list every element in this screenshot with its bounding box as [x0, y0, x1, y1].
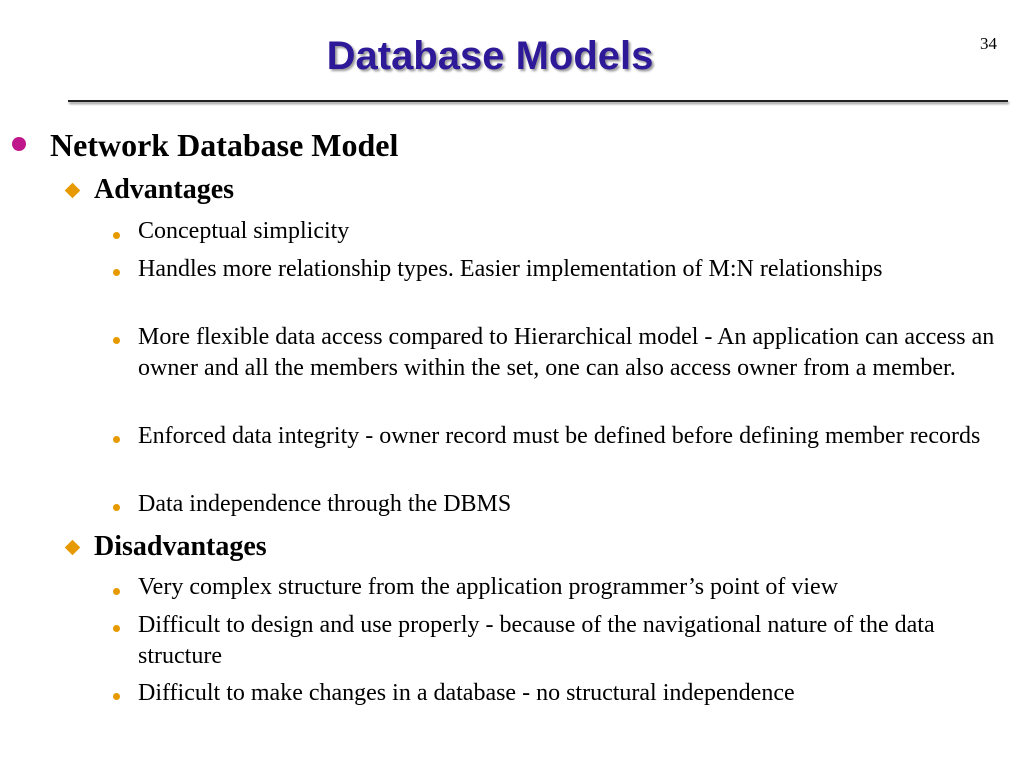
page-number: 34	[980, 34, 997, 53]
dot-bullet-icon	[113, 588, 120, 595]
list-item: Difficult to design and use properly - because of the navigational nature of the data structure	[138, 612, 935, 669]
list-item: More flexible data access compared to Hierarchical model - An application can access an owner and all the members within the set, one can also access owner from a member.	[138, 324, 995, 381]
dot-bullet-icon	[113, 337, 120, 344]
list-item: Data independence through the DBMS	[138, 491, 512, 517]
diamond-bullet-icon	[65, 540, 81, 556]
list-item: Difficult to make changes in a database - no structural independence	[138, 680, 795, 706]
diamond-bullet-icon	[65, 183, 81, 199]
list-item: Very complex structure from the application programmer’s point of view	[138, 574, 839, 600]
dot-bullet-icon	[113, 504, 120, 511]
section-heading: Network Database Model	[50, 127, 399, 163]
dot-bullet-icon	[113, 436, 120, 443]
advantages-heading: Advantages	[94, 174, 235, 205]
disadvantages-heading: Disadvantages	[94, 531, 267, 562]
dot-bullet-icon	[113, 693, 120, 700]
dot-bullet-icon	[113, 232, 120, 239]
dot-bullet-icon	[113, 625, 120, 632]
title-divider	[68, 100, 1008, 102]
list-item: Conceptual simplicity	[138, 218, 350, 244]
list-item: Handles more relationship types. Easier implementation of M:N relationships	[138, 256, 883, 282]
dot-bullet-icon	[113, 269, 120, 276]
list-item: Enforced data integrity - owner record must be defined before defining member records	[138, 423, 981, 449]
slide-title: Database Models	[326, 34, 654, 78]
bullet-circle-icon	[12, 137, 26, 151]
